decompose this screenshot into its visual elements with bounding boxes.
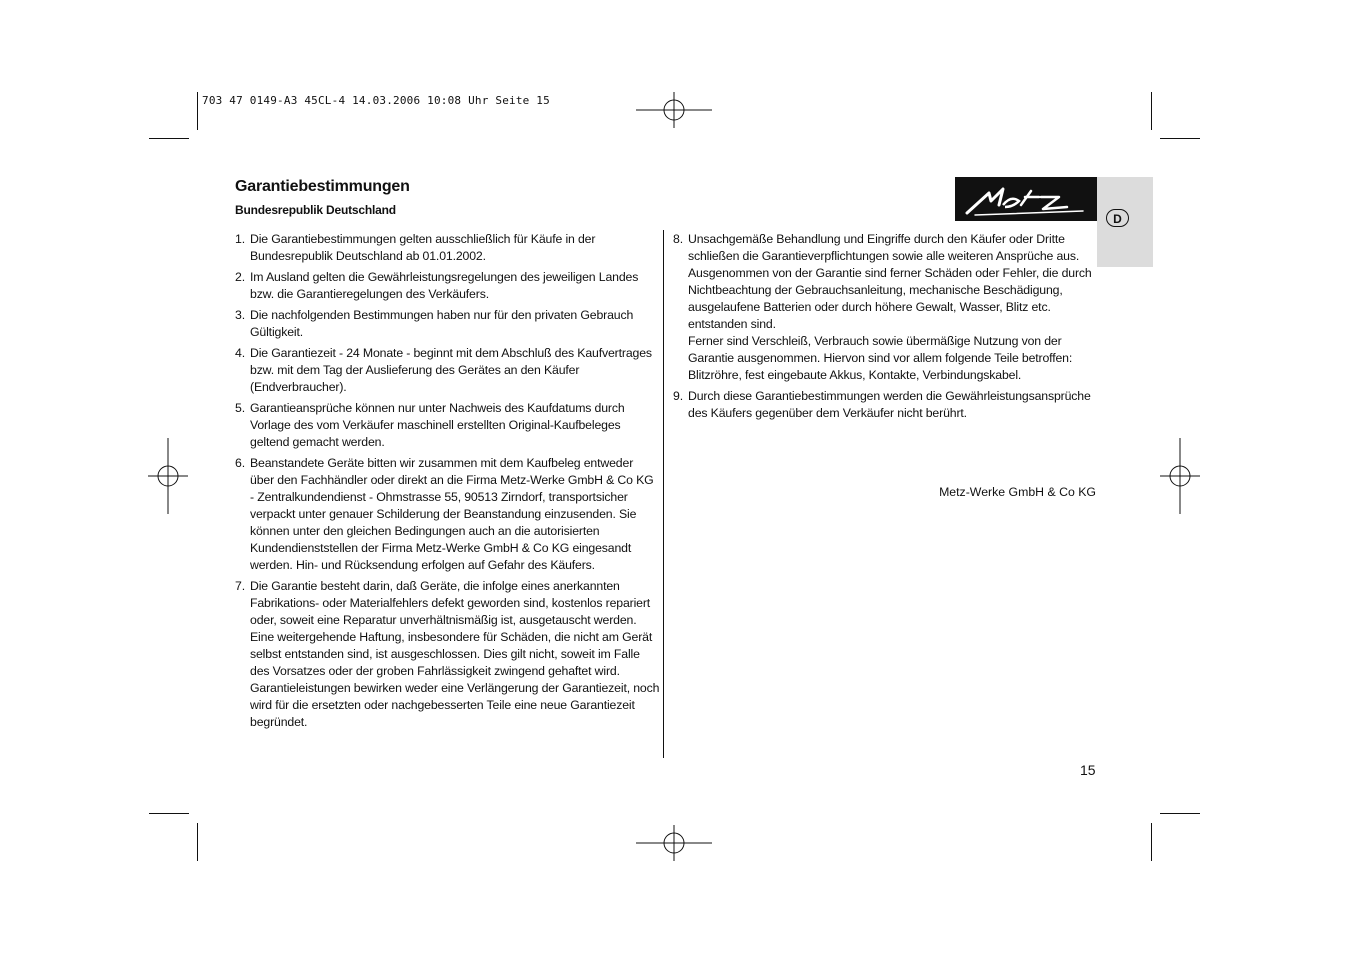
crop-mark [1160,813,1200,814]
item-number: 5. [235,401,245,415]
print-slug: 703 47 0149-A3 45CL-4 14.03.2006 10:08 Uhr Seite 15 [202,94,550,107]
item-text: Beanstandete Geräte bitten wir zusammen mit dem Kaufbeleg entweder über den Fachhändler oder direkt an die Firma Metz-Werke GmbH & Co KG - Zentralkundendienst - Ohmstrasse 55, 90513 Zirndorf, transportsicher verpackt unter genauer Schilderung der Beanstandung einzusenden. Sie können unter den gleichen Bedingungen auch an die autorisierten Kundendienststellen der Firma Metz-Werke GmbH & Co KG eingesandt werden. Hin- und Rücksendung erfolgen auf Gefahr des Käufers. [250,456,654,572]
item-number: 9. [673,389,683,403]
list-item [235,400,660,451]
item-text: Garantieansprüche können nur unter Nachweis des Kaufdatums durch Vorlage des vom Verkäufer maschinell erstellten Original-Kaufbeleges geltend gemacht werden. [250,401,625,449]
item-number: 7. [235,579,245,593]
crop-mark [197,823,198,861]
item-number: 2. [235,270,245,284]
metz-logo-icon [955,177,1097,221]
metz-logo [955,177,1097,221]
column-divider [663,230,664,758]
crop-mark [149,138,189,139]
registration-mark-icon [1140,436,1220,516]
item-text: Im Ausland gelten die Gewährleistungsregelungen des jeweiligen Landes bzw. die Garantieregelungen des Verkäufers. [250,270,639,301]
list-item [673,388,1101,422]
item-text: Die Garantiebestimmungen gelten ausschließlich für Käufe in der Bundesrepublik Deutschland ab 01.01.2002. [250,232,596,263]
page-number: 15 [1080,762,1096,778]
right-column [673,231,1101,426]
item-text-continued: Ferner sind Verschleiß, Verbrauch sowie übermäßige Nutzung von der Garantie ausgenommen. Hiervon sind vor allem folgende Teile betroffen: Blitzröhre, fest eingebaute Akkus, Kontakte, Verbindungskabel. [688,334,1073,382]
item-number: 8. [673,232,683,246]
crop-mark [1151,92,1152,130]
list-item [235,269,660,303]
company-name: Metz-Werke GmbH & Co KG [939,485,1096,499]
left-column [235,231,660,735]
item-number: 3. [235,308,245,322]
item-text: Die Garantie besteht darin, daß Geräte, die infolge eines anerkannten Fabrikations- oder Materialfehlers defekt geworden sind, kostenlos repariert oder, soweit eine Reparatur unverhältnismäßig ist, ausgetauscht werden. Eine weitergehende Haftung, insbesondere für Schäden, die nicht am Gerät selbst entstanden sind, ist ausgeschlossen. Dies gilt nicht, soweit im Falle des Vorsatzes oder der groben Fahrlässigkeit zwingend gehaftet wird. Garantieleistungen bewirken weder eine Verlängerung der Garantiezeit, noch wird für die ersetzten oder nachgebesserten Teile eine neue Garantiezeit begründet. [250,579,660,729]
item-number: 4. [235,346,245,360]
registration-mark-icon [128,436,208,516]
language-badge: D [1106,209,1129,227]
crop-mark [197,92,198,130]
list-item [673,231,1101,384]
page-title: Garantiebestimmungen [235,178,410,195]
list-item [235,231,660,265]
crop-mark [149,813,189,814]
item-body [688,231,1101,384]
registration-mark-icon [634,803,714,883]
crop-mark [1160,138,1200,139]
item-text: Unsachgemäße Behandlung und Eingriffe durch den Käufer oder Dritte schließen die Garantieverpflichtungen sowie alle weiteren Ansprüche aus. Ausgenommen von der Garantie sind ferner Schäden oder Fehler, die durch Nichtbeachtung der Gebrauchsanleitung, mechanische Beschädigung, ausgelaufene Batterien oder durch höhere Gewalt, Wasser, Blitz etc. entstanden sind. [688,232,1092,331]
item-number: 1. [235,232,245,246]
item-text: Die Garantiezeit - 24 Monate - beginnt mit dem Abschluß des Kaufvertrages bzw. mit dem Tag der Auslieferung des Gerätes an den Käufer (Endverbraucher). [250,346,652,394]
list-item [235,455,660,574]
list-item [235,307,660,341]
item-number: 6. [235,456,245,470]
list-item [235,578,660,731]
item-text: Durch diese Garantiebestimmungen werden die Gewährleistungsansprüche des Käufers gegenüber dem Verkäufer nicht berührt. [688,389,1091,420]
item-text: Die nachfolgenden Bestimmungen haben nur für den privaten Gebrauch Gültigkeit. [250,308,634,339]
page-subtitle: Bundesrepublik Deutschland [235,203,396,217]
list-item [235,345,660,396]
registration-mark-icon [634,70,714,150]
crop-mark [1151,823,1152,861]
